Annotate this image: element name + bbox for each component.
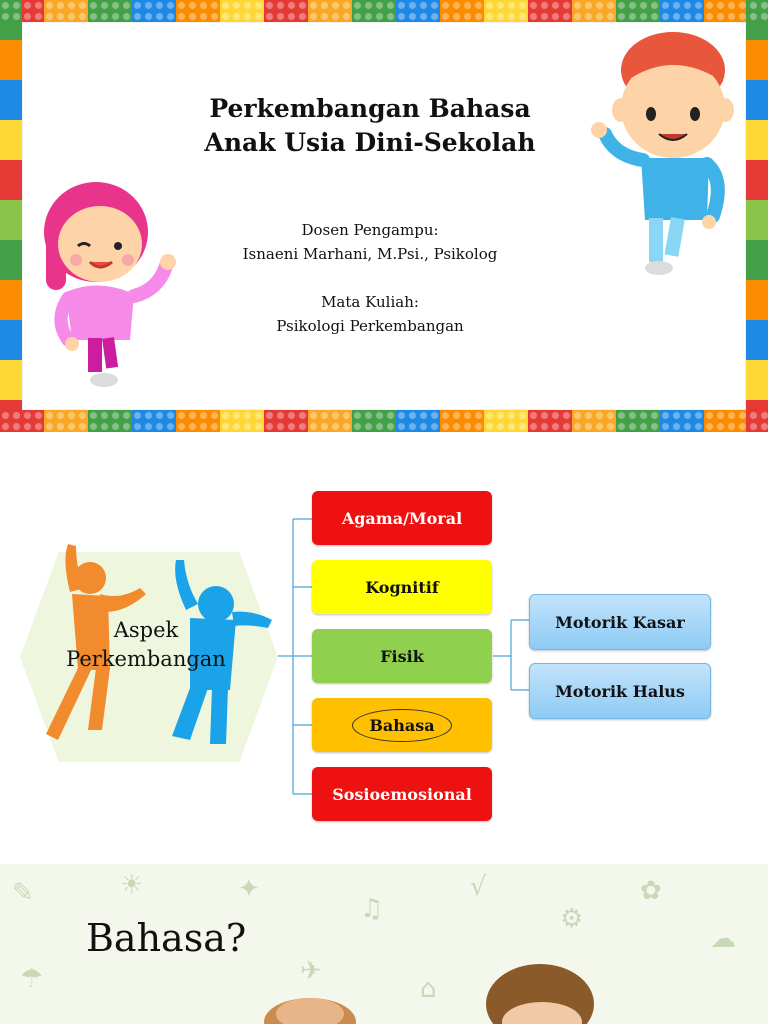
aspects-diagram-slide <box>0 432 768 864</box>
doodle-icon: ⚙ <box>560 904 584 934</box>
doodle-icon: ✎ <box>12 878 34 908</box>
lego-border-right <box>746 0 768 432</box>
aspect-label: Fisik <box>380 646 424 666</box>
center-label-line-2: Perkembangan <box>66 647 226 671</box>
aspect-label: Agama/Moral <box>341 508 463 528</box>
aspect-label: Kognitif <box>365 577 439 597</box>
sub-aspect-motorik-halus <box>529 663 711 719</box>
aspect-box-bahasa <box>312 698 492 752</box>
course-block <box>170 290 570 338</box>
doodle-icon: ☁ <box>710 924 736 954</box>
bahasa-slide <box>0 864 768 1024</box>
center-label <box>30 616 262 674</box>
aspect-label: Sosioemosional <box>332 784 472 804</box>
sub-aspect-label: Motorik Kasar <box>555 612 685 632</box>
slide-title <box>170 92 570 160</box>
title-line-1: Perkembangan Bahasa <box>209 94 531 123</box>
doodle-icon: ⌂ <box>420 974 437 1004</box>
lecturer-label: Dosen Pengampu: <box>301 221 439 239</box>
aspect-box-kognitif <box>312 560 492 614</box>
aspect-label-highlighted: Bahasa <box>352 709 451 742</box>
sub-aspect-label: Motorik Halus <box>555 681 685 701</box>
center-label-line-1: Aspek <box>113 618 179 642</box>
aspect-box-agama-moral <box>312 491 492 545</box>
lecturer-name: Isnaeni Marhani, M.Psi., Psikolog <box>242 245 498 263</box>
sub-aspect-motorik-kasar <box>529 594 711 650</box>
slide-title: Bahasa? <box>86 916 247 960</box>
girl-cartoon-illustration <box>38 180 183 395</box>
title-slide <box>0 0 768 432</box>
children-photo-partial <box>260 964 600 1024</box>
doodle-icon: ✦ <box>238 874 260 904</box>
aspect-box-fisik <box>312 629 492 683</box>
lego-studs-bottom <box>0 410 768 432</box>
course-label: Mata Kuliah: <box>321 293 419 311</box>
doodle-icon: ✈ <box>300 956 322 986</box>
doodle-icon: ✿ <box>640 876 662 906</box>
aspect-box-sosioemosional <box>312 767 492 821</box>
boy-cartoon-illustration <box>585 30 735 280</box>
doodle-icon: ☀ <box>120 870 144 900</box>
course-name: Psikologi Perkembangan <box>276 317 464 335</box>
lego-border-left <box>0 0 22 432</box>
lego-studs-top <box>0 0 768 22</box>
lecturer-block <box>170 218 570 266</box>
doodle-icon: ☂ <box>20 964 44 994</box>
doodle-icon: ♫ <box>360 894 384 924</box>
doodle-icon: √ <box>470 872 487 902</box>
title-line-2: Anak Usia Dini-Sekolah <box>204 128 536 157</box>
